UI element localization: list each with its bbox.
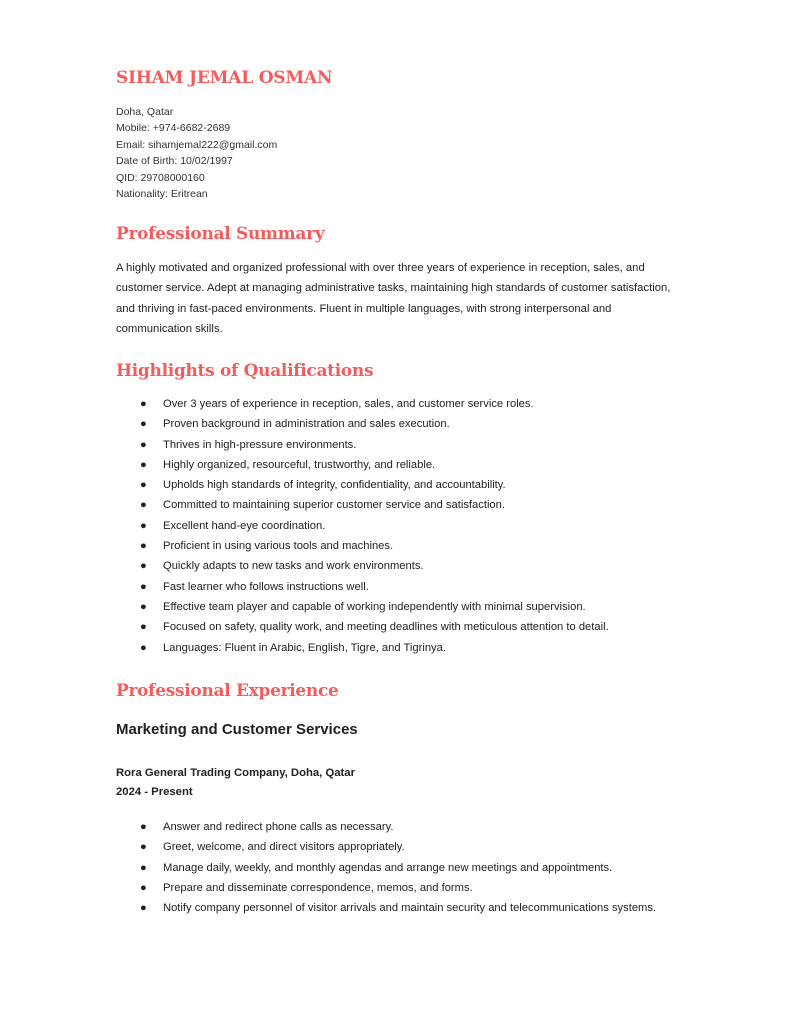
- list-item: ● Answer and redirect phone calls as necessary.: [116, 817, 686, 837]
- experience-heading: Professional Experience: [116, 681, 339, 701]
- contact-date-of-birth: Date of Birth: 10/02/1997: [116, 155, 233, 168]
- bullet-icon: ●: [140, 580, 147, 593]
- bullet-icon: ●: [140, 398, 147, 410]
- contact-nationality: Nationality: Eritrean: [116, 188, 208, 201]
- qualifications-heading: Highlights of Qualifications: [116, 361, 374, 381]
- list-item: ● Effective team player and capable of working independently with minimal supervision.: [116, 597, 686, 617]
- list-item: ● Fast learner who follows instructions well.: [116, 577, 686, 597]
- contact-qid: QID: 29708000160: [116, 171, 205, 184]
- duties-list: [116, 817, 686, 918]
- list-item: ● Thrives in high-pressure environments.: [116, 435, 686, 455]
- bullet-icon: ●: [140, 641, 147, 654]
- bullet-icon: ●: [140, 499, 147, 512]
- list-item: ● Languages: Fluent in Arabic, English, Tigre, and Tigrinya.: [116, 638, 686, 658]
- job-period: 2024 - Present: [116, 786, 193, 798]
- bullet-icon: ●: [140, 821, 147, 833]
- contact-email: Email: sihamjemal222@gmail.com: [116, 138, 278, 151]
- list-item: ● Proven background in administration and sales execution.: [116, 414, 686, 434]
- bullet-icon: ●: [140, 438, 147, 451]
- bullet-icon: ●: [140, 418, 147, 431]
- bullet-icon: ●: [140, 600, 147, 613]
- contact-location: Doha, Qatar: [116, 106, 174, 118]
- job-title: Marketing and Customer Services: [116, 721, 358, 738]
- qualifications-list: [116, 394, 686, 658]
- list-item: ● Quickly adapts to new tasks and work environments.: [116, 556, 686, 576]
- bullet-icon: ●: [140, 560, 147, 573]
- summary-heading: Professional Summary: [116, 224, 325, 244]
- list-item: ● Highly organized, resourceful, trustworthy, and reliable.: [116, 455, 686, 475]
- job-details: [116, 764, 355, 802]
- company-name: Rora General Trading Company, Doha, Qatar: [116, 767, 355, 779]
- list-item: ● Committed to maintaining superior customer service and satisfaction.: [116, 495, 686, 515]
- bullet-icon: ●: [140, 841, 147, 854]
- bullet-icon: ●: [140, 902, 147, 915]
- list-item: ● Proficient in using various tools and machines.: [116, 536, 686, 556]
- bullet-icon: ●: [140, 479, 147, 492]
- list-item: ● Excellent hand-eye coordination.: [116, 516, 686, 536]
- bullet-icon: ●: [140, 519, 147, 532]
- candidate-name: SIHAM JEMAL OSMAN: [116, 68, 333, 88]
- bullet-icon: ●: [140, 540, 147, 553]
- list-item: ● Manage daily, weekly, and monthly agendas and arrange new meetings and appointments.: [116, 858, 686, 878]
- list-item: ● Greet, welcome, and direct visitors appropriately.: [116, 837, 686, 857]
- list-item: ● Upholds high standards of integrity, confidentiality, and accountability.: [116, 475, 686, 495]
- list-item: ● Over 3 years of experience in reception, sales, and customer service roles.: [116, 394, 686, 414]
- bullet-icon: ●: [140, 621, 147, 634]
- bullet-icon: ●: [140, 861, 147, 874]
- list-item: ● Notify company personnel of visitor arrivals and maintain security and telecommunications systems.: [116, 898, 686, 918]
- bullet-icon: ●: [140, 458, 147, 471]
- contact-mobile: Mobile: +974-6682-2689: [116, 122, 231, 135]
- list-item: ● Focused on safety, quality work, and meeting deadlines with meticulous attention to detail.: [116, 617, 686, 637]
- contact-info: [116, 104, 277, 202]
- summary-text: A highly motivated and organized professional with over three years of experience in reception, sales, and customer service. Adept at managing administrative tasks, maintaining high standards of customer satisfaction, and thriving in fast-paced environments. Fluent in multiple languages, with strong interpersonal and communication skills.: [116, 262, 671, 335]
- bullet-icon: ●: [140, 881, 147, 894]
- list-item: ● Prepare and disseminate correspondence, memos, and forms.: [116, 878, 686, 898]
